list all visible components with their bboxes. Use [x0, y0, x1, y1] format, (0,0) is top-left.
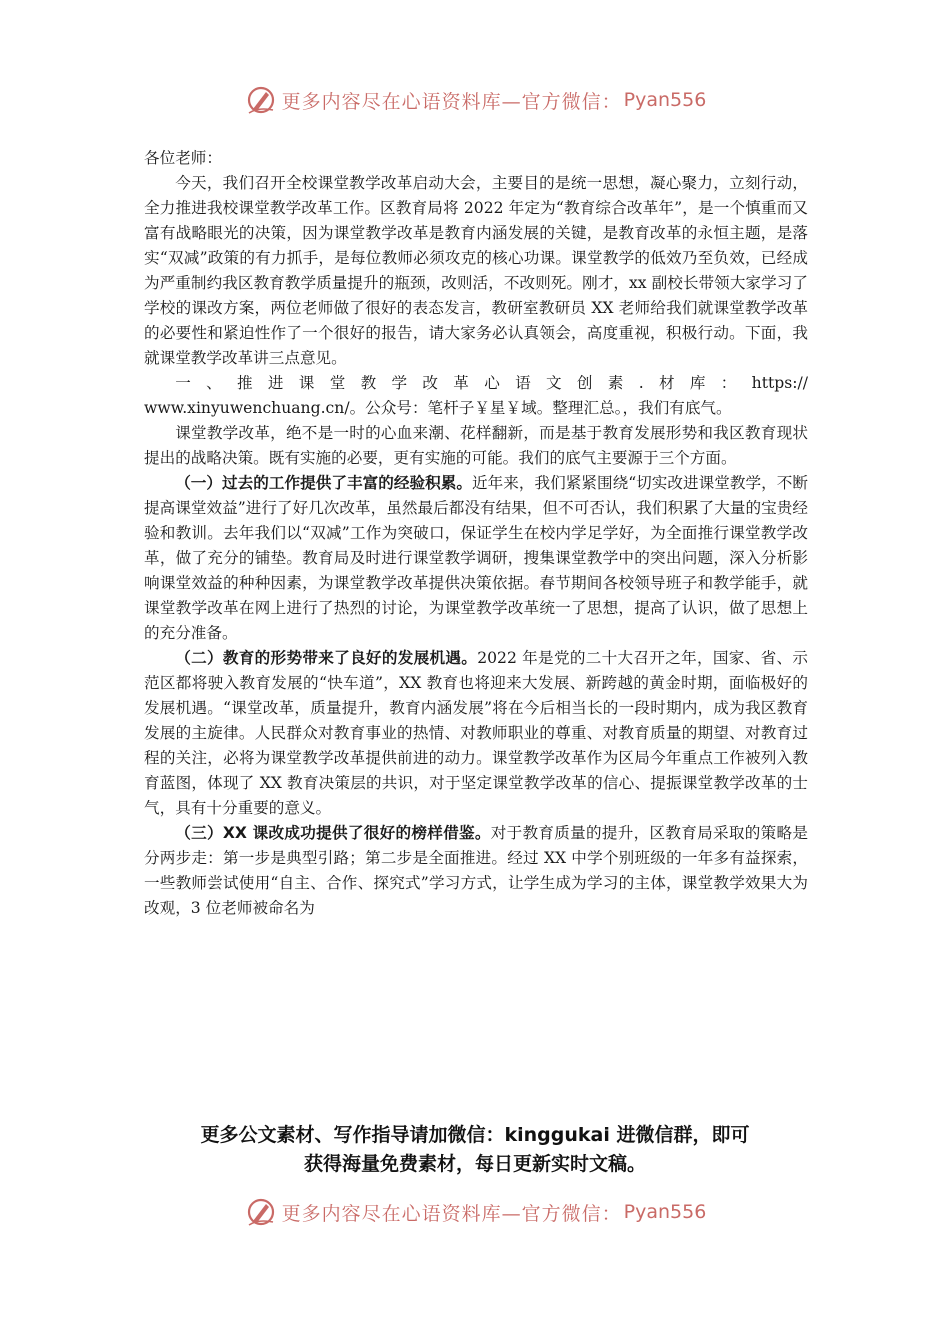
subsection-three — [144, 821, 808, 921]
promo-line-2: 获得海量免费素材，每日更新实时文稿。 — [303, 1153, 646, 1175]
subsection-three-body: 对于教育质量的提升，区教育局采取的策略是分两步走：第一步是典型引路；第二步是全面推进。经过 XX 中学个别班级的一年多有益探索，一些教师尝试使用“自主、合作、探究式”学习方式，让学生成为学习的主体，课堂教学效果大为改观，3 位老师被命名为 — [144, 824, 808, 917]
paragraph-foundation: 课堂教学改革，绝不是一时的心血来潮、花样翻新，而是基于教育发展形势和我区教育现状提出的战略决策。既有实施的必要，更有实施的可能。我们的底气主要源于三个方面。 — [144, 424, 808, 467]
salutation: 各位老师： — [144, 149, 222, 167]
watermark-text: 更多内容尽在心语资料库—官方微信： — [281, 1202, 622, 1225]
document-body — [144, 146, 808, 921]
section-heading-one-cont — [144, 396, 808, 421]
section-heading-one-cont-text: www.xinyuwenchuang.cn/。公众号：笔杆子￥星￥域。整理汇总。，我们有底气。 — [144, 399, 732, 417]
section-heading-one — [144, 371, 808, 396]
subsection-two — [144, 646, 808, 821]
brand-logo-icon — [244, 83, 278, 117]
subsection-one — [144, 471, 808, 646]
subsection-two-body: 2022 年是党的二十大召开之年，国家、省、示范区都将驶入教育发展的“快车道”，XX 教育也将迎来大发展、新跨越的黄金时期，面临极好的发展机遇。“课堂改革，质量提升，教育内涵发展”将在今后相当长的一段时期内，成为我区教育发展的主旋律。人民群众对教育事业的热情、对教师职业的尊重、对教育质量的期望、对教育过程的关注，必将为课堂教学改革提供前进的动力。课堂教学改革作为区局今年重点工作被列入教育蓝图，体现了 XX 教育决策层的共识，对于坚定课堂教学改革的信心、提振课堂教学改革的士气，具有十分重要的意义。 — [144, 649, 808, 817]
brand-logo-icon — [244, 1195, 278, 1229]
subsection-one-body: 近年来，我们紧紧围绕“切实改进课堂教学，不断提高课堂效益”进行了好几次改革，虽然最后都没有结果，但不可否认，我们积累了大量的宝贵经验和教训。去年我们以“双减”工作为突破口，保证学生在校内学足学好，为全面推行课堂教学改革，做了充分的铺垫。教育局及时进行课堂教学调研，搜集课堂教学中的突出问题，深入分析影响课堂效益的种种因素，为课堂教学改革提供决策依据。春节期间各校领导班子和教学能手，就课堂教学改革在网上进行了热烈的讨论，为课堂教学改革统一了思想，提高了认识，做了思想上的充分准备。 — [144, 474, 808, 642]
watermark-text: 更多内容尽在心语资料库—官方微信： — [281, 90, 622, 113]
watermark-banner-top — [0, 80, 950, 120]
promo-line-1: 更多公文素材、写作指导请加微信：kinggukai 进微信群，即可 — [200, 1124, 750, 1146]
subsection-three-title: （三）XX 课改成功提供了很好的榜样借鉴。 — [175, 824, 491, 842]
watermark-wechat-id: Pyan556 — [623, 1201, 707, 1223]
promo-footer — [120, 1121, 830, 1179]
watermark-wechat-id: Pyan556 — [623, 89, 707, 111]
subsection-two-title: （二）教育的形势带来了良好的发展机遇。 — [175, 649, 478, 667]
section-heading-one-text: 一、推进课堂教学改革心语文创素.材库：https:// — [175, 374, 808, 392]
watermark-banner-bottom — [0, 1192, 950, 1232]
paragraph-intro: 今天，我们召开全校课堂教学改革启动大会，主要目的是统一思想，凝心聚力，立刻行动，全力推进我校课堂教学改革工作。区教育局将 2022 年定为“教育综合改革年”，是一个慎重而又富有战略眼光的决策，因为课堂教学改革是教育内涵发展的关键，是教育改革的永恒主题，是落实“双减”政策的有力抓手，是每位教师必须攻克的核心功课。课堂教学的低效乃至负效，已经成为严重制约我区教育教学质量提升的瓶颈，改则活，不改则死。刚才，xx 副校长带领大家学习了学校的课改方案，两位老师做了很好的表态发言，教研室教研员 XX 老师给我们就课堂教学改革的必要性和紧迫性作了一个很好的报告，请大家务必认真领会，高度重视，积极行动。下面，我就课堂教学改革讲三点意见。 — [144, 174, 808, 367]
subsection-one-title: （一）过去的工作提供了丰富的经验积累。 — [175, 474, 472, 492]
